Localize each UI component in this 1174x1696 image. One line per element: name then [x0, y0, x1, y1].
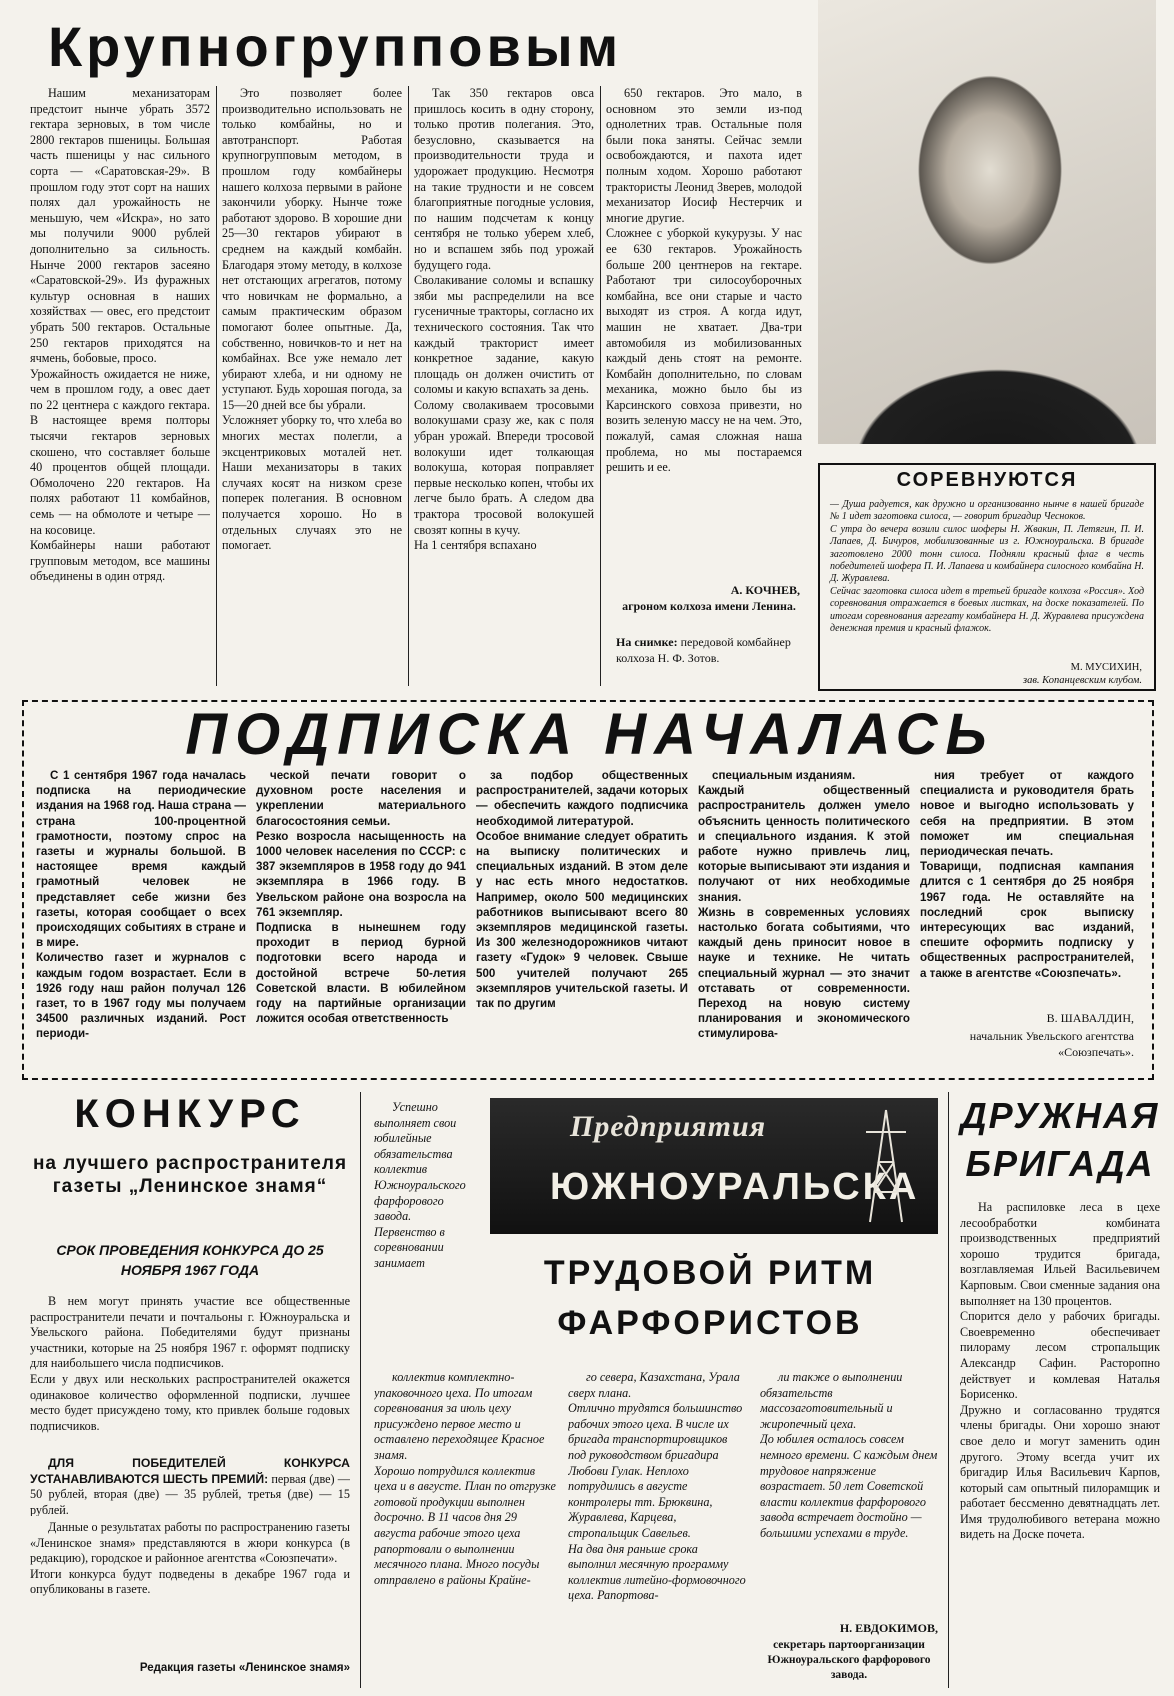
konkurs-prizes-lead: ДЛЯ ПОБЕДИТЕЛЕЙ КОНКУРСА УСТАНАВЛИВАЮТСЯ ШЕСТЬ ПРЕМИЙ: — [30, 1456, 350, 1486]
konkurs-body-2 — [30, 1520, 350, 1648]
podpiska-column-4 — [698, 768, 910, 1068]
article-column-1 — [30, 86, 210, 686]
konkurs-text: Данные о результатах работы по распространению газеты «Ленинское знамя» представляются в жюри конкурса (в редакцию), городское и районное агентства «Союзпечати». Итоги конкурса будут подведены в декабре 1967 года и опубликованы в газете. — [30, 1520, 350, 1597]
farfor-narrow-column — [374, 1100, 466, 1370]
column-divider — [216, 86, 217, 686]
article-author: А. КОЧНЕВ, — [730, 583, 800, 597]
column-divider — [948, 1092, 949, 1688]
podpiska-column-2 — [256, 768, 466, 1068]
farfor-column-3 — [760, 1370, 938, 1600]
column-divider — [600, 86, 601, 686]
sorevnuyutsya-signature — [1023, 661, 1142, 687]
banner-bottom-text: ЮЖНОУРАЛЬСКА — [550, 1166, 920, 1208]
photo-caption-text: передовой комбайнер колхоза Н. Ф. Зотов. — [616, 635, 791, 665]
column-divider — [408, 86, 409, 686]
podpiska-column-3 — [476, 768, 688, 1068]
farfor-column-2 — [568, 1370, 748, 1690]
konkurs-subtitle: на лучшего распространителя газеты „Ленинское знамя“ — [32, 1153, 348, 1197]
column-divider — [360, 1092, 361, 1688]
podpiska-text: С 1 сентября 1967 года началась подписка на периодические издания на 1968 год. Наша страна — страна 100-процентной грамотности, поэтому спрос на газеты и журналы большой. В настоящее время каждый грамотный человек не представляет себе жизни без газеты, которая сообщает о всех происходящих событиях в стране и в мире. Количество газет и журналов с каждым годом возрастает. Если в 1926 году наш район получал 126 газет, то в 1967 году мы получаем 34500 различных изданий. Рост периоди- — [36, 769, 246, 1041]
konkurs-title: КОНКУРС — [74, 1092, 306, 1136]
farfor-text: го севера, Казахстана, Урала сверх плана. Отлично трудятся большинство рабочих этого цеха. В числе их бригада транспортировщиков под руководством бригадира Любови Гулак. Неплохо потрудились в августе контролеры тт. Брюквина, Журавлева, Карцева, стропальщик Савельев. На два дня раньше срока выполнил месячную программу коллектив литейно-формовочного цеха. Рапортова- — [568, 1370, 746, 1603]
factory-banner — [490, 1098, 938, 1234]
konkurs-body — [30, 1294, 350, 1454]
podpiska-text: за подбор общественных распространителей, задачи которых — обеспечить каждого подписчика необходимой литературой. Особое внимание следует обратить на выписку политических и специальных изданий. В этом деле у нас есть много недостатков. Например, около 500 медицинских работников выписывают всего 80 экземпляров медицинской газеты. Из 300 железнодорожников читают газету «Гудок» 9 человек. Свыше 500 учителей получают 265 экземпляров учительской газеты. И так по другим — [476, 769, 688, 1011]
farfor-text: ли также о выполнении обязательств массозаготовительный и жиропечный цеха. До юбилея осталось совсем немного времени. С каждым днем трудовое напряжение возрастает. 50 лет Советской власти коллектив фарфорового завода встречает достойно — большими успехами в труде. — [760, 1370, 938, 1540]
article-column-3 — [414, 86, 594, 686]
article-text: Это позволяет более производительно использовать не только комбайны, но и автотранспорт. Работая крупногрупповым методом, в прошлом году комбайнеры нашего колхоза первыми в районе закончили уборку. Нынче тоже работают здорово. В хорошие дни 25—30 гектаров убирают в среднем на каждый комбайн. Благодаря этому методу, в колхозе нет отстающих агрегатов, потому что новичкам не формально, а самым практическим образом помогают более опытные. Да, собственно, новичков-то и нет на комбайнах. Все уже немало лет убирают хлеба, и ни одному не уступают. Будь хорошая погода, за 15—20 дней все бы убрали. Усложняет уборку то, что хлеба во многих местах полегли, а эксцентриковых моталей нет. Наши механизаторы в таких случаях косят на низком срезе поперек полегания. В основном получается хорошо. Но в отдельных случаях это не помогает. — [222, 86, 402, 553]
farfor-column-1 — [374, 1370, 558, 1690]
article-text: Нашим механизаторам предстоит нынче убрать 3572 гектара зерновых, в том числе 2800 гектаров пшеницы. Большая часть пшеницы у нас сильного сорта — «Саратовская-29». В прошлом году этот сорт на наших полях дал урожайность не меньшую, чем «Искра», но зато мы получили 9000 рублей дополнительно за сильность. Нынче 2000 гектаров засеяно «Саратовской-29». Из фуражных культур основная в наших хозяйствах — овес, его предстоит убрать 500 гектаров. Остальные 250 гектаров приходятся на ячмень, бобовые, просо. Урожайность ожидается не ниже, чем в прошлом году, а овес дает по 22 центнера с каждого гектара. В настоящее время полторы тысячи гектаров зерновых скошено, что составляет больше 40 процентов общей площади. Обмолочено 220 гектаров. На полях работают 11 комбайнов, семь — на обмолоте и четыре — на косовице. Комбайнеры наши работают групповым методом, все машины объединены в один отряд. — [30, 86, 210, 584]
farfor-author: Н. ЕВДОКИМОВ, — [839, 1621, 938, 1635]
konkurs-signature: Редакция газеты «Ленинское знамя» — [139, 1662, 350, 1674]
article-text: Так 350 гектаров овса пришлось косить в одну сторону, только против полегания. Это, безусловно, сказывается на производительности труда и удорожает продукцию. Несмотря на такие трудности и не совсем благоприятные погодные условия, по нашим подсчетам к концу сентября не только уберем хлеб, но и вспашем зябь под урожай будущего года. Сволакивание соломы и вспашку зяби мы распределили на все гусеничные тракторы, согласно их технического состояния. Так что каждый тракторист имеет конкретное задание, какую площадь он должен очистить от соломы и какую вспахать за день. Солому сволакиваем тросовыми волокушами сразу же, как с поля убран урожай. Впереди тросовой волокуши идет толкающая волокуша, которая поправляет первые несколько копен, чтобы их легче было брать. А следом два трактора тросовой волокушей свозят копны в кучу. На 1 сентября вспахано — [414, 86, 594, 553]
sorevnuyutsya-author: М. МУСИХИН, — [1070, 662, 1142, 673]
druzhnaya-title: ДРУЖНАЯ БРИГАДА — [960, 1095, 1160, 1184]
podpiska-author-title: начальник Увельского агентства «Союзпечать». — [969, 1029, 1134, 1059]
article-column-2 — [222, 86, 402, 686]
podpiska-text: ческой печати говорит о духовном росте населения и укреплении материального благосостояния семьи. Резко возросла насыщенность на 1000 человек населения по СССР: с 387 экземпляров в 1958 году до 941 экземпляра в 1966 году. В Увельском районе она возросла на 761 экземпляр. Подписка в нынешнем году проходит в период бурной подготовки всего народа и достойной встрече 50-летия Советской власти. В юбилейном году на партийные организации ложится особая ответственность — [256, 769, 466, 1026]
article-text: 650 гектаров. Это мало, в основном это земли из-под однолетних трав. Остальные поля были пока заняты. Сейчас земли освобождаются, и пахота идет полным ходом. Хорошо работают трактористы Леонид Зверев, молодой механизатор Иосиф Нестерчик и многие другие. Сложнее с уборкой кукурузы. У нас ее 630 гектаров. Урожайность больше 200 центнеров на гектаре. Работают три силосоуборочных комбайна, все они старые и часто выходят из строя. А когда идут, машин не хватает. Два-три автомобиля из мобилизованных каждый день стоят на ремонте. Комбайн дополнительно, по словам механика, можно было бы из Карсинского совхоза привезти, но возить зеленую массу не на чем. Это, пожалуй, самая сложная наша проблема, но мы постараемся решить и ее. — [606, 86, 802, 475]
article-author-title: агроном колхоза имени Ленина. — [622, 599, 796, 613]
konkurs-prizes — [30, 1456, 350, 1516]
konkurs-prizes-text: первая (две) — 50 рублей, вторая (две) — 35 рублей, третья (две) — 15 рублей. — [30, 1471, 350, 1516]
podpiska-title: ПОДПИСКА НАЧАЛАСЬ — [185, 702, 995, 767]
sorevnuyutsya-title: СОРЕВНУЮТСЯ — [896, 469, 1078, 491]
farfor-text: коллектив комплектно-упаковочного цеха. По итогам соревнования за июль цеху присуждено первое место и оставлено переходящее Красное знамя. Хорошо потрудился коллектив цеха и в августе. План по отгрузке готовой продукции выполнен досрочно. В 11 часов дня 29 августа рабочие этого цеха рапортовали о выполнении месячного плана. Много посуды отправлено в районы Крайне- — [374, 1370, 556, 1587]
farfor-title: ТРУДОВОЙ РИТМ ФАРФОРИСТОВ — [543, 1254, 877, 1342]
article-column-4 — [606, 86, 802, 556]
podpiska-author: В. ШАВАЛДИН, — [1046, 1011, 1134, 1025]
druzhnaya-text: На распиловке леса в цехе лесообработки комбината производственных предприятий хорошо трудится бригада, возглавляемая Ильей Васильевичем Карповым. Свои сменные задания она выполняет на 130 процентов. Спорится дело у рабочих бригады. Своевременно обеспечивает пилораму лесом стропальщик Александр Сафин. Расторопно действует и комлевая Наталья Борисенко. Дружно и согласованно трудятся члены бригады. Они хорошо знают свое дело и могут заменить один другого. Этому всегда учит их бригадир Илья Васильевич Карпов, который сам опытный пилорамщик и работает бессменно девятнадцать лет. Имя трудолюбивого ветерана можно видеть на Доске почета. — [960, 1200, 1160, 1542]
sorevnuyutsya-box — [818, 463, 1156, 691]
article-title: Крупногрупповым — [48, 15, 623, 78]
photo-caption — [616, 634, 802, 666]
banner-top-text: Предприятия — [570, 1110, 767, 1143]
podpiska-column-5 — [920, 768, 1134, 1004]
sorevnuyutsya-author-title: зав. Копанцевским клубом. — [1023, 675, 1142, 686]
konkurs-date: СРОК ПРОВЕДЕНИЯ КОНКУРСА ДО 25 НОЯБРЯ 1967 ГОДА — [56, 1242, 324, 1278]
konkurs-text: В нем могут принять участие все общественные распространители печати и почтальоны г. Южноуральска и Увельского района. Победителями будут признаны участники, которые на 25 ноября 1967 г. оформят подписку для наибольшего числа подписчиков. Если у двух или нескольких распространителей окажется одинаковое количество оформленной подписки, лучшее место будет присуждено тому, кто привлек больше годовых подписчиков. — [30, 1294, 350, 1433]
photo-caption-label: На снимке: — [616, 635, 678, 649]
farfor-author-title: секретарь партоорганизации Южноуральского фарфорового завода. — [767, 1639, 931, 1681]
farfor-text: Успешно выполняет свои юбилейные обязательства коллектив Южноуральского фарфорового завода. Первенство в соревновании занимает — [374, 1100, 466, 1270]
podpiska-column-1 — [36, 768, 246, 1068]
portrait-photo — [818, 0, 1156, 444]
podpiska-text: специальным изданиям. Каждый общественный распространитель должен умело объяснить ценность политического и специального издания. К этой работе нужно привлечь лиц, которые выписывают эти издания и получают от них необходимые знания. Жизнь в современных условиях настолько богата событиями, что каждый день приносит новое в науке и технике. Не читать специальный журнал — это значит отставать от современности. Переход на новую систему планирования и экономического стимулирова- — [698, 769, 910, 1041]
sorevnuyutsya-text: — Душа радуется, как дружно и организованно нынче в нашей бригаде № 1 идет заготовка силоса, — говорит бригадир Чесноков. С утра до вечера возили силос шоферы Н. Жвакин, П. Летягин, П. И. Лапаев, Д. Бичуров, мобилизованные из г. Южноуральска. В бригаде заготовлено 2000 тонн силоса. Подняли красный флаг в честь победителей шофера П. И. Лапаева и комбайнера силосного комбайна Н. Д. Журавлева. Сейчас заготовка силоса идет в третьей бригаде колхоза «Россия». Ход соревнования отражается в боевых листках, на доске показателей. По итогам соревнования агрегату комбайнера Н. Д. Журавлева присуждена денежная премия и красный флажок. — [830, 499, 1144, 635]
power-tower-icon — [856, 1106, 916, 1226]
podpiska-text: ния требует от каждого специалиста и руководителя брать новое и выгодно использовать у себя на предприятии. В этом поможет им специальная периодическая печать. Товарищи, подписная кампания длится с 1 сентября до 25 ноября 1967 года. Не оставляйте на последний срок выписку интересующих вас изданий, спешите оформить подписку у общественных распространителей, а также в агентстве «Союзпечать». — [920, 769, 1134, 980]
druzhnaya-body — [960, 1200, 1160, 1690]
